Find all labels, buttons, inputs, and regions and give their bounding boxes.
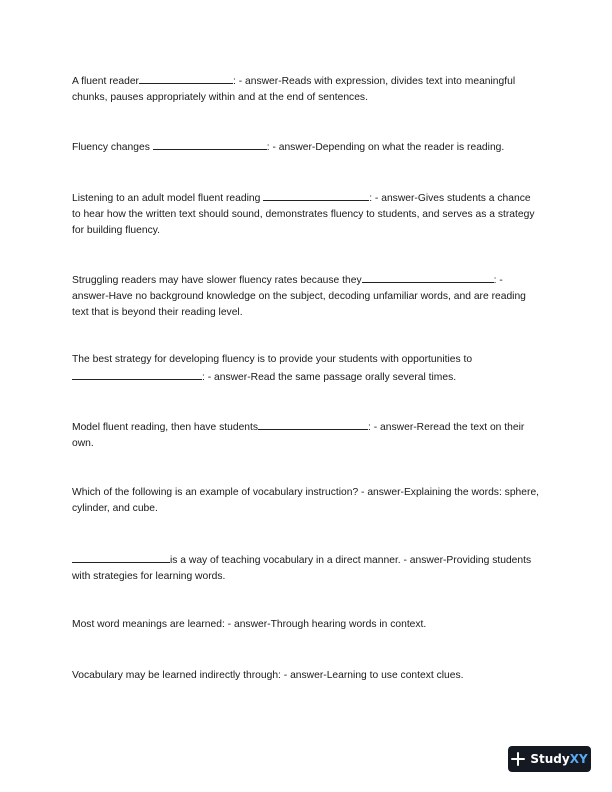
question-text: Which of the following is an example of vocabulary instruction? - answer-Explaining the words: sphere, cylinder, and cube. xyxy=(72,487,540,514)
qa-item xyxy=(72,668,540,684)
answer-text: : - answer-Depending on what the reader is reading. xyxy=(266,142,505,153)
answer-text: : - answer-Reads with expression, divides text into meaningful chunks, pauses appropriately within and at the end of sentences. xyxy=(72,76,516,103)
question-text: Vocabulary may be learned indirectly through: - answer-Learning to use context clues. xyxy=(72,670,464,681)
qa-item xyxy=(72,189,540,239)
qa-item xyxy=(72,352,540,386)
brand-name: StudyXY xyxy=(530,752,588,766)
question-text: A fluent reader xyxy=(72,76,139,87)
studyxy-badge[interactable] xyxy=(508,746,591,772)
answer-text: is a way of teaching vocabulary in a direct manner. - answer-Providing students with strategies for learning words. xyxy=(72,555,532,582)
plus-icon xyxy=(511,752,525,766)
qa-item xyxy=(72,138,540,156)
question-text: The best strategy for developing fluency is to provide your students with opportunities to xyxy=(72,354,473,365)
qa-item xyxy=(72,617,540,633)
answer-text: : - answer-Gives students a chance to hear how the written text should sound, demonstrates fluency to students, and serves as a strategy for building fluency. xyxy=(72,193,535,236)
qa-item xyxy=(72,551,540,585)
answer-blank xyxy=(72,368,202,380)
answer-blank xyxy=(258,418,368,430)
answer-blank xyxy=(153,138,267,150)
answer-blank xyxy=(362,271,494,283)
question-text: Most word meanings are learned: - answer-Through hearing words in context. xyxy=(72,619,427,630)
qa-item xyxy=(72,485,540,517)
qa-item xyxy=(72,72,540,106)
answer-blank xyxy=(263,189,369,201)
answer-text: : - answer-Have no background knowledge on the subject, decoding unfamiliar words, and are reading text that is beyond their reading level. xyxy=(72,275,526,318)
qa-item xyxy=(72,271,540,321)
qa-item xyxy=(72,418,540,452)
question-text: Listening to an adult model fluent reading xyxy=(72,193,264,204)
question-text: Struggling readers may have slower fluency rates because they xyxy=(72,275,362,286)
answer-text: : - answer-Reread the text on their own. xyxy=(72,422,525,449)
question-text: Model fluent reading, then have students xyxy=(72,422,259,433)
answer-blank xyxy=(72,551,170,563)
answer-blank xyxy=(139,72,233,84)
question-text: Fluency changes xyxy=(72,142,153,153)
answer-text: : - answer-Read the same passage orally several times. xyxy=(202,372,457,383)
